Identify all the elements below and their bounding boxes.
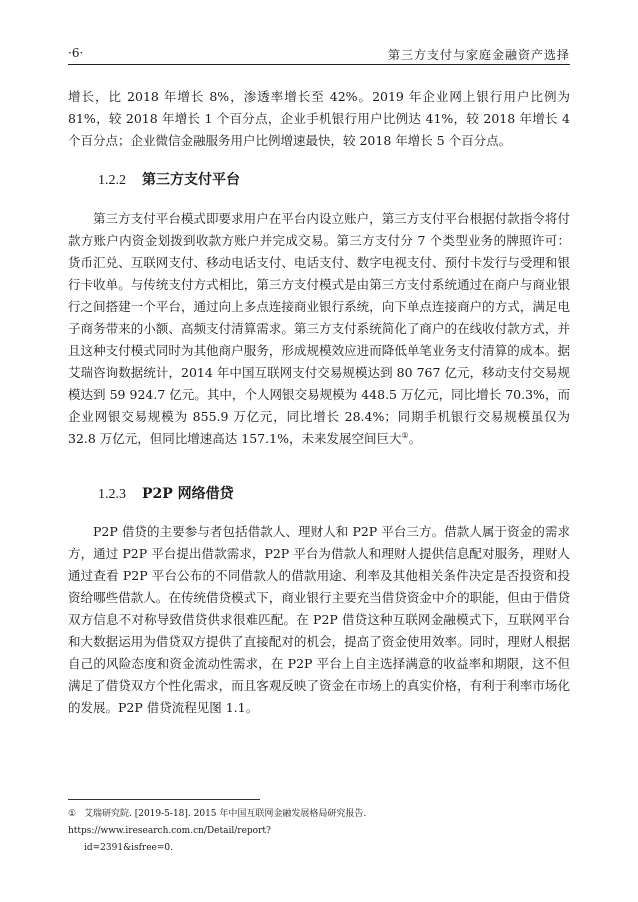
footnote-line-2: id=2391&isfree=0. [84, 843, 174, 853]
section-number: 1.2.2 [98, 173, 126, 188]
footnote [68, 806, 570, 857]
paragraph-2 [68, 208, 570, 450]
paragraph-2-end: 。 [408, 431, 422, 446]
running-title: 第三方支付与家庭金融资产选择 [387, 48, 570, 62]
section-heading-2 [68, 484, 570, 505]
section-number: 1.2.3 [98, 487, 126, 502]
section-title: P2P 网络借贷 [142, 486, 234, 502]
paragraph-1-text: 增长，比 2018 年增长 8%，渗透率增长至 42%。2019 年企业网上银行用户比例为 81%，较 2018 年增长 1 个百分点，企业手机银行用户比例达 41%，较 2018 年增长 4 个百分点；企业微信金融服务用户比例增速最快，较 2018 年增长 5 个百分点。 [68, 89, 570, 148]
section-heading-1 [68, 170, 570, 191]
paragraph-1 [68, 86, 570, 152]
footnote-divider [68, 799, 260, 800]
paragraph-3 [68, 521, 570, 719]
paragraph-2-body: 第三方支付平台模式即要求用户在平台内设立账户，第三方支付平台根据付款指令将付款方账户内资金划拨到收款方账户并完成交易。第三方支付分 7 个类型业务的牌照许可：货币汇兑、互联网支付、移动电话支付、电话支付、数字电视支付、预付卡发行与受理和银行卡收单。与传统支付方式相比，第三方支付模式是由第三方支付系统通过在商户与商业银行之间搭建一个平台，通过向上多点连接商业银行系统，向下单点连接商户的方式，满足电子商务带来的小额、高频支付清算需求。第三方支付系统简化了商户的在线收付款方式，并且这种支付模式同时为其他商户服务，形成规模效应进而降低单笔业务支付清算的成本。据艾瑞咨询数据统计，2014 年中国互联网支付交易规模达到 80 767 亿元，移动支付交易规模达到 59 924.7 亿元。其中，个人网银交易规模为 448.5 万亿元，同比增长 70.3%，而企业网银交易规模为 855.9 万亿元，同比增长 28.4%；同期手机银行交易规模虽仅为 32.8 万亿元，但同比增速高达 157.1%，未来发展空间巨大 [68, 211, 570, 446]
footnote-mark: ① [68, 809, 77, 819]
footnote-line-1: 艾瑞研究院. [2019-5-18]. 2015 年中国互联网金融发展格局研究报告. https://www.iresearch.com.cn/Detail/report? [68, 809, 367, 836]
footnote-reference[interactable]: ① [401, 430, 409, 440]
paragraph-2-text [68, 208, 570, 450]
page-number: ·6· [68, 46, 84, 60]
paragraph-3-text: P2P 借贷的主要参与者包括借款人、理财人和 P2P 平台三方。借款人属于资金的需求方，通过 P2P 平台提出借款需求，P2P 平台为借款人和理财人提供信息配对服务，理财人通过查看 P2P 平台公布的不同借款人的借款用途、利率及其他相关条件决定是否投资和投资给哪些借款人。在传统借贷模式下，商业银行主要充当借贷资金中介的职能，但由于借贷双方信息不对称导致借贷供求很难匹配。在 P2P 借贷这种互联网金融模式下，互联网平台和大数据运用为借贷双方提供了直接配对的机会，提高了资金使用效率。同时，理财人根据自己的风险态度和资金流动性需求，在 P2P 平台上自主选择满意的收益率和期限，这不但满足了借贷双方个性化需求，而且客观反映了资金在市场上的真实价格，有利于利率市场化的发展。P2P 借贷流程见图 1.1。 [68, 524, 570, 715]
section-title: 第三方支付平台 [142, 172, 240, 188]
page-header [68, 44, 570, 65]
